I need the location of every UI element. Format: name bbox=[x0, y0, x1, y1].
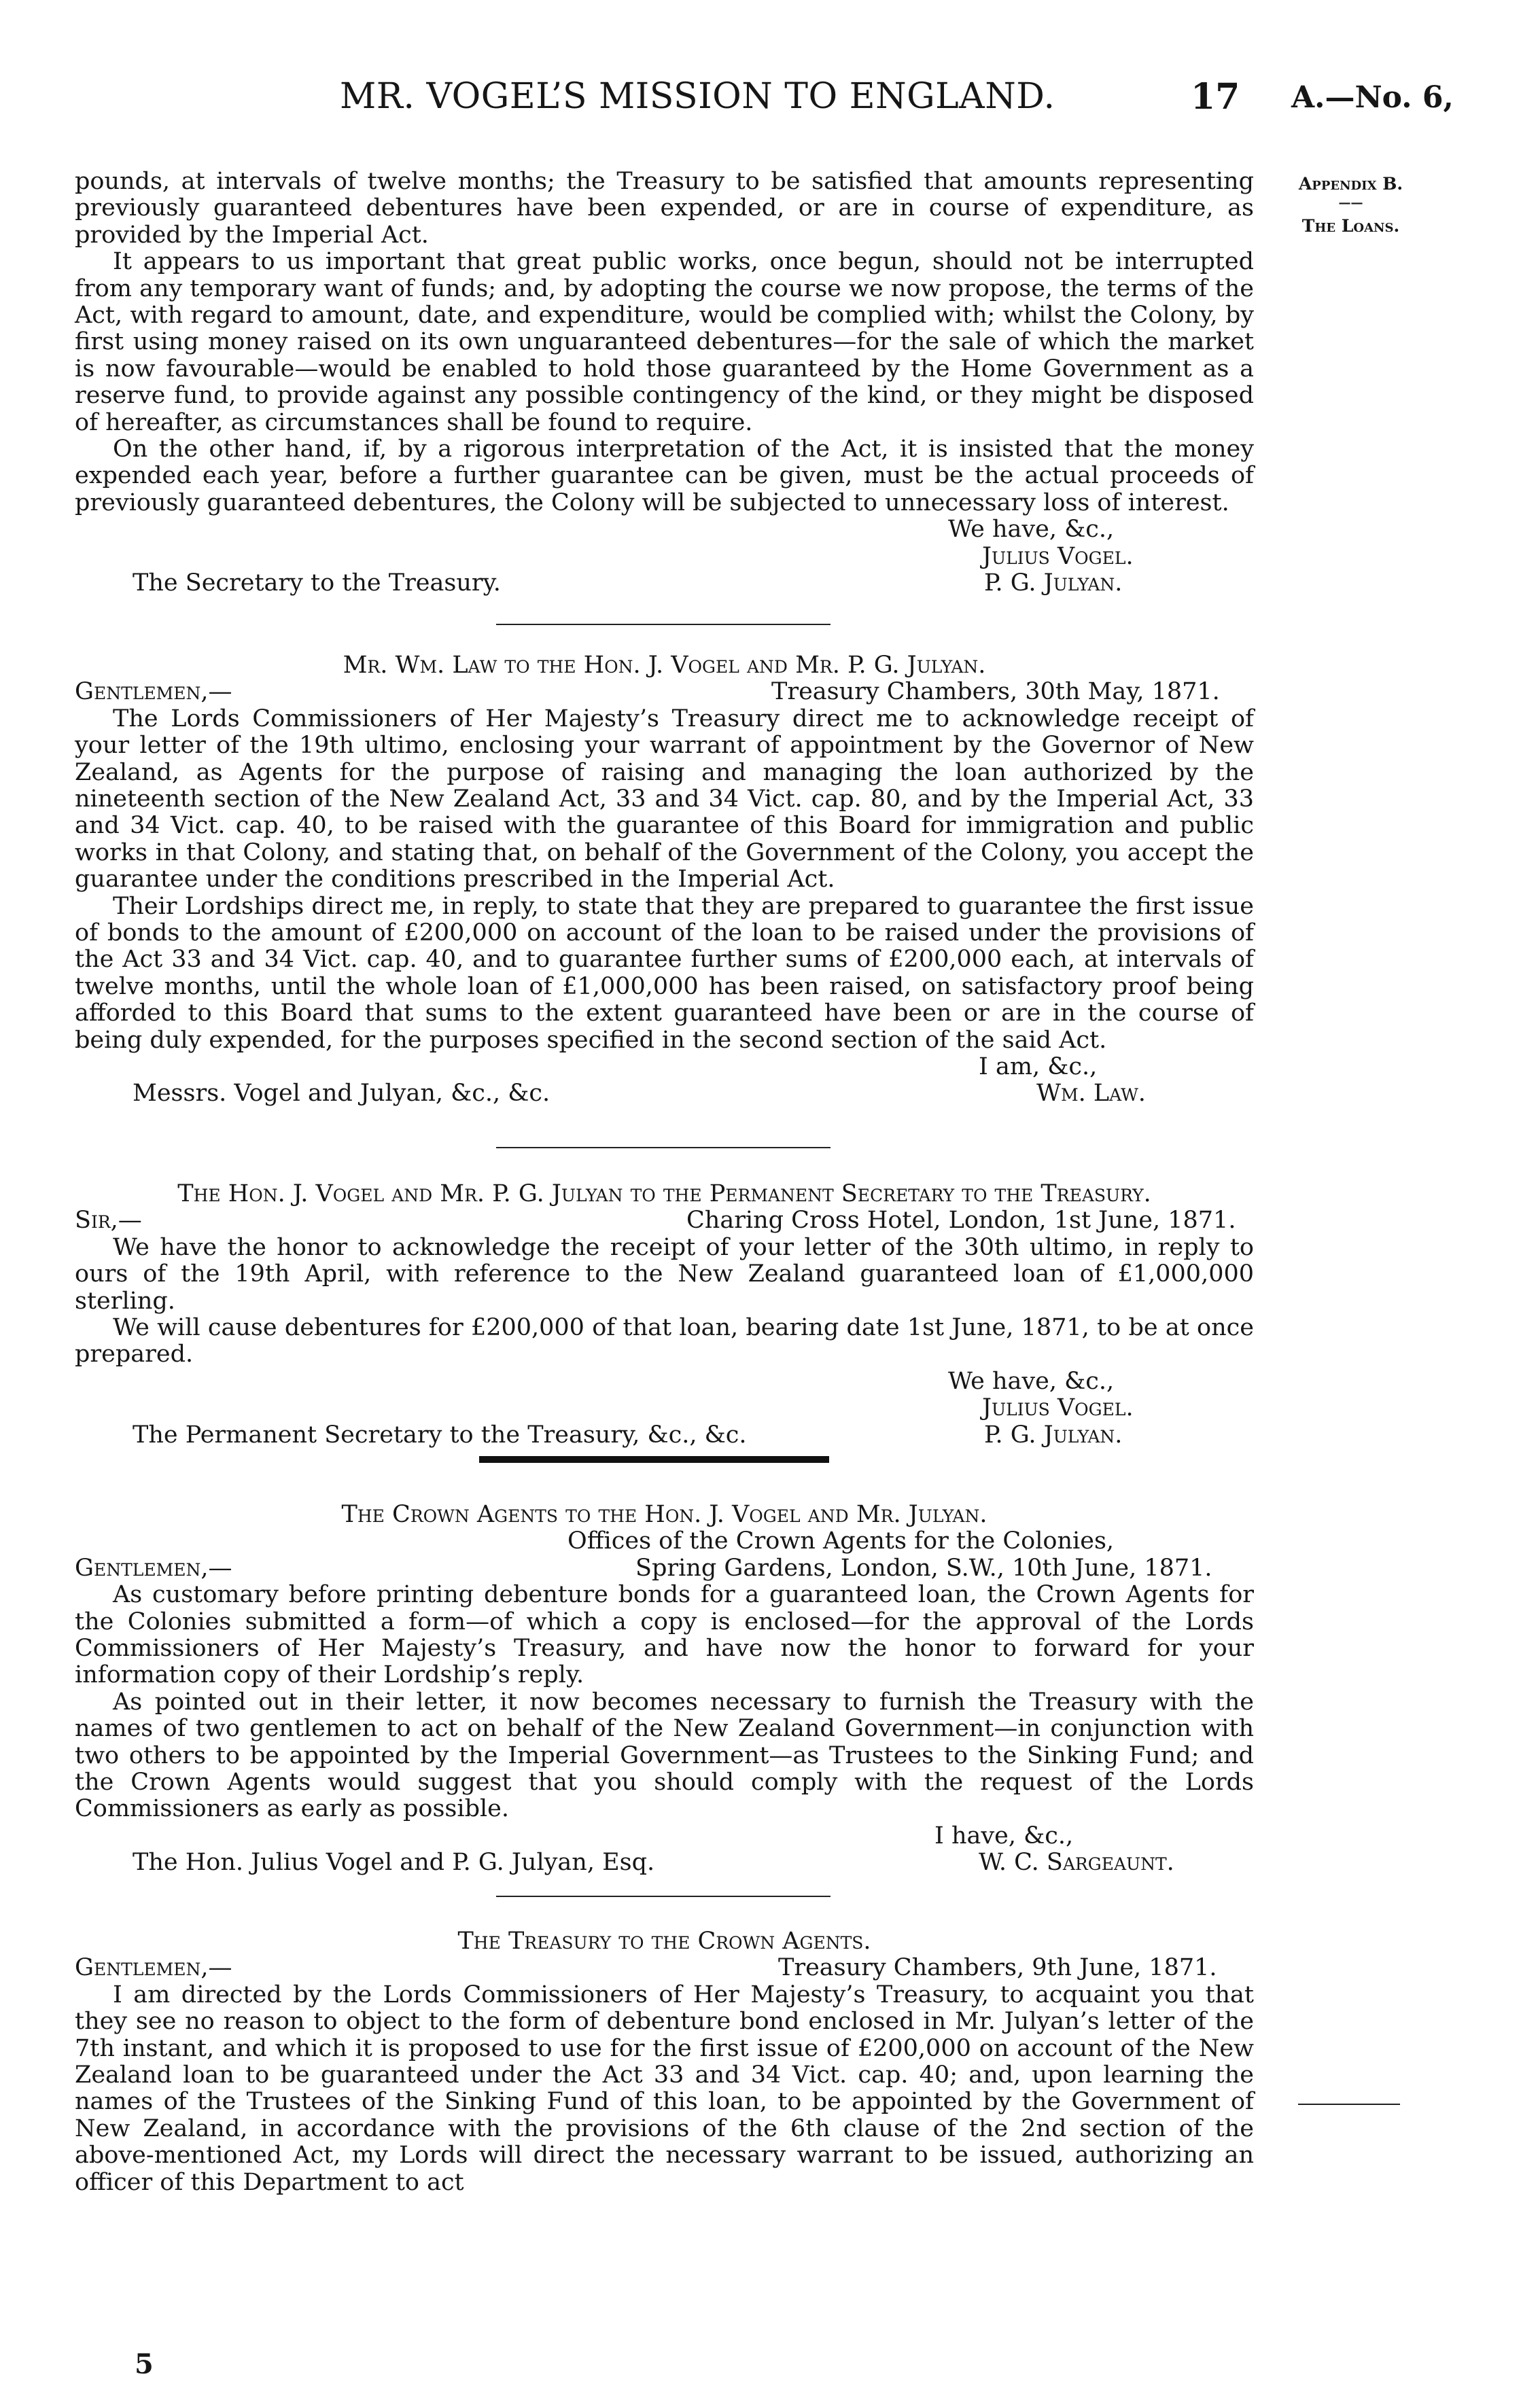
paragraph: Their Lordships direct me, in reply, to state that they are prepared to guarantee the first issue of bonds to the amount of £200,000 on account of the loan to be raised under the provisions of the Act 33 and 34 Vict. cap. 40, and to guarantee further sums of £200,000 each, at intervals of twelve months, until the whole loan of £1,000,000 has been raised, on satisfactory proof being afforded to this Board that sums to the extent guaranteed have been or are in the course of being duly expended, for the purposes specified in the second section of the said Act. bbox=[75, 892, 1254, 1054]
salutation: Gentlemen,— bbox=[75, 678, 232, 706]
paragraph: On the other hand, if, by a rigorous interpretation of the Act, it is insisted that the money expended each year, before a further guarantee can be given, must be the actual proceeds of previously guaranteed debentures, the Colony will be subjected to unnecessary loss of interest. bbox=[75, 436, 1254, 516]
section-rule bbox=[496, 624, 831, 625]
letter-heading: Mr. Wm. Law to the Hon. J. Vogel and Mr. P. G. Julyan. bbox=[343, 652, 986, 679]
paragraph: The Lords Commissioners of Her Majesty’s Treasury direct me to acknowledge receipt of your letter of the 19th ultimo, enclosing your warrant of appointment by the Governor of New Zealand, as Agents for the purpose of raising and managing the loan authorized by the nineteenth section of the New Zealand Act, 33 and 34 Vict. cap. 80, and by the Imperial Act, 33 and 34 Vict. cap. 40, to be raised with the guarantee of this Board for immigration and public works in that Colony, and stating that, on behalf of the Government of the Colony, you accept the guarantee under the conditions prescribed in the Imperial Act. bbox=[75, 705, 1254, 893]
closing: We have, &c., bbox=[948, 1367, 1115, 1395]
signature: W. C. Sargeaunt. bbox=[979, 1849, 1174, 1877]
page-number: 17 bbox=[1191, 76, 1240, 118]
place-date: Treasury Chambers, 9th June, 1871. bbox=[778, 1954, 1217, 1982]
closing: I have, &c., bbox=[934, 1822, 1074, 1849]
closing: I am, &c., bbox=[979, 1053, 1098, 1081]
document-code: A.—No. 6, bbox=[1291, 80, 1454, 115]
paragraph: I am directed by the Lords Commissioners of Her Majesty’s Treasury, to acquaint you that they see no reason to object to the form of debenture bond enclosed in Mr. Julyan’s letter of the 7th instant, and which it is proposed to use for the first issue of £200,000 on account of the New Zealand loan to be guaranteed under the Act 33 and 34 Vict. cap. 40; and, upon learning the names of the Trustees of the Sinking Fund of this loan, to be appointed by the Government of New Zealand, in accordance with the provisions of the 6th clause of the 2nd section of the above-mentioned Act, my Lords will direct the necessary warrant to be issued, authorizing an officer of this Department to act bbox=[75, 1981, 1254, 2196]
letter-vogel-julyan bbox=[75, 1181, 1254, 1449]
section-rule-thick bbox=[479, 1456, 829, 1463]
letter-crown-agents bbox=[75, 1502, 1254, 1877]
addressee: Messrs. Vogel and Julyan, &c., &c. bbox=[133, 1080, 550, 1108]
running-title: MR. VOGEL’S MISSION TO ENGLAND. bbox=[340, 76, 1055, 117]
letter-heading: The Hon. J. Vogel and Mr. P. G. Julyan to the Permanent Secretary to the Treasury. bbox=[177, 1180, 1151, 1207]
margin-note-loans: The Loans. bbox=[1301, 216, 1400, 236]
section-rule bbox=[496, 1896, 831, 1897]
signature: Wm. Law. bbox=[1036, 1080, 1146, 1108]
place-date: Spring Gardens, London, S.W., 10th June, 1871. bbox=[635, 1554, 1212, 1582]
place-date: Treasury Chambers, 30th May, 1871. bbox=[771, 678, 1220, 706]
signature: P. G. Julyan. bbox=[984, 1421, 1123, 1449]
closing-line bbox=[75, 516, 1254, 543]
salutation: Sir,— bbox=[75, 1207, 142, 1235]
margin-note-dash: —— bbox=[1338, 196, 1363, 210]
letter-treasury bbox=[75, 1928, 1254, 2196]
paragraph: As pointed out in their letter, it now becomes necessary to furnish the Treasury with the names of two gentlemen to act on behalf of the New Zealand Government—in conjunction with two others to be appointed by the Imperial Government—as Trustees to the Sinking Fund; and the Crown Agents would suggest that you should comply with the request of the Lords Commissioners as early as possible. bbox=[75, 1688, 1254, 1823]
salutation: Gentlemen,— bbox=[75, 1554, 232, 1582]
letter-heading: The Treasury to the Crown Agents. bbox=[457, 1928, 871, 1955]
addressee: The Hon. Julius Vogel and P. G. Julyan, Esq. bbox=[133, 1849, 655, 1877]
signature: Julius Vogel. bbox=[982, 1394, 1134, 1422]
paragraph: As customary before printing debenture bonds for a guaranteed loan, the Crown Agents for the Colonies submitted a form—of which a copy is enclosed—for the approval of the Lords Commissioners of Her Majesty’s Treasury, and have now the honor to forward for your information copy of their Lordship’s reply. bbox=[75, 1581, 1254, 1689]
addressee: The Secretary to the Treasury. bbox=[133, 569, 501, 597]
paragraph: We have the honor to acknowledge the receipt of your letter of the 30th ultimo, in reply to ours of the 19th April, with reference to the New Zealand guaranteed loan of £1,000,000 sterling. bbox=[75, 1233, 1254, 1315]
paragraph: pounds, at intervals of twelve months; the Treasury to be satisfied that amounts representing previously guaranteed debentures have been expended, or are in course of expenditure, as provided by the Imperial Act. bbox=[75, 168, 1254, 249]
signature: P. G. Julyan. bbox=[984, 569, 1123, 597]
margin-rule bbox=[1298, 2104, 1400, 2105]
signature: Julius Vogel. bbox=[982, 542, 1134, 570]
paragraph: It appears to us important that great public works, once begun, should not be interrupted from any temporary want of funds; and, by adopting the course we now propose, the terms of the Act, with regard to amount, date, and expenditure, would be complied with; whilst the Colony, by first using money raised on its own unguaranteed debentures—for the sale of which the market is now favourable—would be enabled to hold those guaranteed by the Home Government as a reserve fund, to provide against any possible contingency of the kind, or they might be disposed of hereafter, as circumstances shall be found to require. bbox=[75, 248, 1254, 436]
letter-law bbox=[75, 652, 1254, 1108]
closing: We have, &c., bbox=[948, 516, 1115, 544]
place-date: Charing Cross Hotel, London, 1st June, 1871. bbox=[686, 1207, 1236, 1235]
margin-note-appendix: Appendix B. bbox=[1298, 174, 1403, 194]
place-line: Offices of the Crown Agents for the Colonies, bbox=[567, 1527, 1115, 1555]
letter-heading: The Crown Agents to the Hon. J. Vogel and Mr. Julyan. bbox=[341, 1501, 987, 1528]
paragraph: We will cause debentures for £200,000 of that loan, bearing date 1st June, 1871, to be at once prepared. bbox=[75, 1314, 1254, 1368]
section-rule bbox=[496, 1147, 831, 1148]
signature-mark: 5 bbox=[135, 2348, 154, 2380]
letter-vogel-julyan-continued bbox=[75, 169, 1254, 597]
addressee: The Permanent Secretary to the Treasury, &c., &c. bbox=[133, 1421, 747, 1449]
salutation: Gentlemen,— bbox=[75, 1954, 232, 1982]
